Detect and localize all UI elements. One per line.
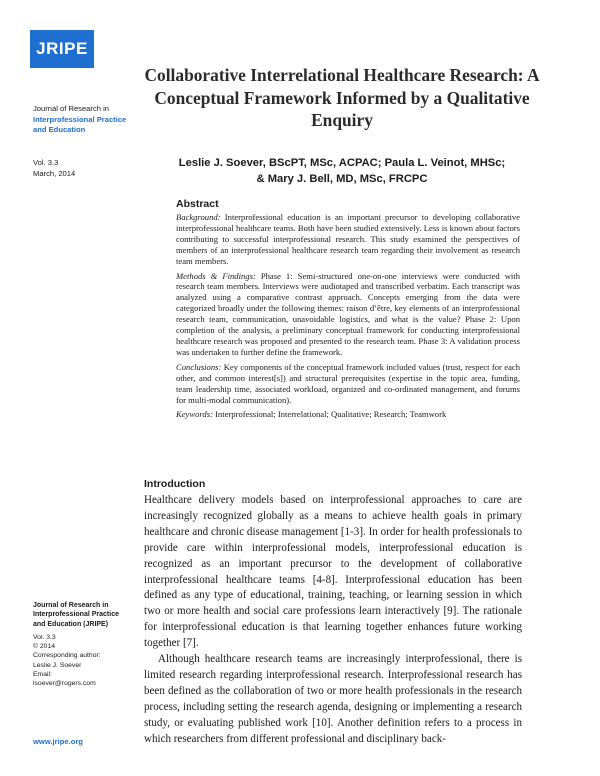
journal-name	[33, 104, 133, 136]
introduction-heading: Introduction	[144, 478, 206, 490]
email-address: lsoever@rogers.com	[33, 680, 96, 688]
intro-paragraph-1: Healthcare delivery models based on interprofessional approaches to care are increasingly recognized globally as a means to achieve health goals in primary healthcare and chronic disease management [1-3]. In order for health professionals to provide care within interprofessional models, interprofessional education is recognized as an important precursor to the development of collaborative interprofessional healthcare teams [4-8]. Interprofessional education has been defined as any type of educational, training, teaching, or learning session in which two or more health and social care professions learn interactively [9]. The rationale for interprofessional education is that learning together enhances future working together [7].	[144, 494, 522, 650]
authors-line1: Leslie J. Soever, BScPT, MSc, ACPAC; Paula L. Veinot, MHSc;	[178, 157, 506, 169]
paper-title: Collaborative Interrelational Healthcare Research: A Conceptual Framework Informed by a Qualitative Enquiry	[144, 65, 540, 130]
abstract-conclusions	[176, 362, 520, 406]
abstract-keywords	[176, 409, 520, 420]
abstract-methods	[176, 271, 520, 358]
methods-label: Methods & Findings:	[176, 270, 256, 281]
background-label: Background:	[176, 212, 221, 222]
journal-url[interactable]: www.jripe.org	[33, 737, 83, 746]
abstract-heading: Abstract	[176, 198, 219, 210]
corresponding-name: Leslie J. Soever	[33, 661, 82, 669]
introduction-body	[144, 493, 522, 748]
abstract-background	[176, 212, 520, 267]
conclusions-label: Conclusions:	[176, 361, 222, 372]
article-sidebar-info	[33, 601, 133, 689]
keywords-text: Interprofessional; Interrelational; Qualitative; Research; Teamwork	[212, 409, 447, 420]
intro-paragraph-2: Although healthcare research teams are increasingly interprofessional, there is limited research regarding interprofessional research. Interprofessional research has been defined as the collaboration of two or more health professionals in the research process, including setting the research agenda, designing or implementing a research study, or evaluating published work [10]. Another definition refers to a process in which researchers from different professional and disciplinary back-	[144, 653, 522, 745]
copyright: © 2014	[33, 643, 56, 651]
conclusions-text: Key components of the conceptual framework included values (trust, respect for each other, and common interest[s]) and structural prerequisites (expertise in the topic area, funding, team leadership time, associated workload, organized and co-ordinated management, and forums for multi-modal communication).	[176, 361, 520, 405]
author-list	[140, 155, 544, 187]
issue-info	[33, 158, 133, 179]
issue-date: March, 2014	[33, 168, 76, 178]
corresponding-label: Corresponding author:	[33, 652, 101, 660]
info-volume: Vol. 3.3	[33, 633, 56, 641]
journal-name-line2: Interprofessional Practice and Education	[33, 114, 127, 134]
journal-name-line1: Journal of Research in	[33, 104, 109, 113]
keywords-label: Keywords:	[176, 409, 213, 420]
journal-full-title: Journal of Research in Interprofessional Practice and Education (JRIPE)	[33, 602, 119, 628]
email-label: Email:	[33, 671, 52, 679]
abstract	[176, 198, 520, 424]
journal-logo: JRIPE	[30, 30, 94, 68]
methods-text: Phase 1: Semi-structured one-on-one interviews were conducted with research team members. Interviews were audiotaped and transcribed verbatim. Each transcript was analyzed using a comparative contrast approach. Concepts emerging from the data were categorized broadly under the following themes: raison d’être, key elements of an interprofessional research team, communication, unavoidable logistics, and what is the value? Phase 2: Upon completion of the analysis, a preliminary conceptual framework for conducting interprofessional healthcare research was proposed and presented to the research team. Phase 3: A validation process was undertaken to further define the framework.	[176, 270, 520, 357]
authors-line2: & Mary J. Bell, MD, MSc, FRCPC	[256, 173, 428, 185]
volume: Vol. 3.3	[33, 158, 59, 167]
background-text: Interprofessional education is an important precursor to developing collaborative interprofessional healthcare teams. Both have been studied extensively. Less is known about factors contributing to successful interprofessional research. This study examined the perspectives of members of an interprofessional healthcare research team regarding their involvement as research team members.	[176, 212, 520, 266]
